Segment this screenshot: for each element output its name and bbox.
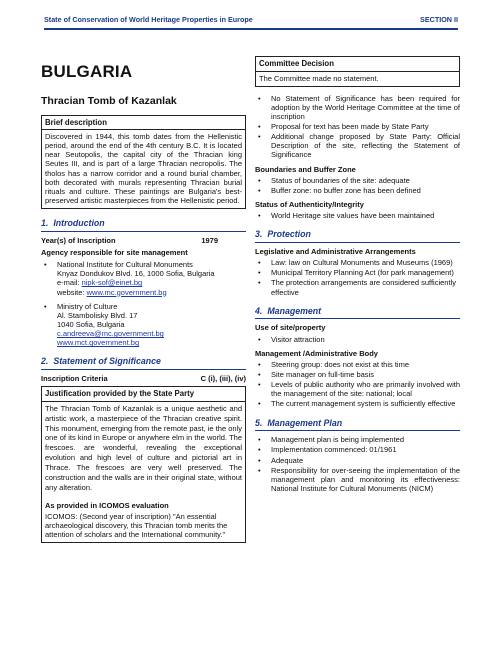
agency-list: [41, 260, 246, 347]
criteria-label: Inscription Criteria: [41, 374, 108, 384]
list-item: • Status of boundaries of the site: adequate: [255, 176, 460, 185]
agency-address: Knyaz Dondukov Blvd. 16, 1000 Sofia, Bulgaria: [57, 269, 215, 279]
agency-website-link[interactable]: www.mct.government.bg: [57, 338, 140, 348]
list-item: • The protection arrangements are considered sufficiently effective: [255, 278, 460, 296]
icomos-heading: As provided in ICOMOS evaluation: [45, 500, 169, 510]
admin-list: [255, 360, 460, 409]
left-column: [41, 56, 246, 543]
header-section: SECTION II: [420, 15, 458, 24]
list-item: • Proposal for text has been made by State Party: [255, 122, 460, 131]
list-item: • The current management system is sufficiently effective: [255, 399, 460, 408]
list-item: • Management plan is being implemented: [255, 435, 460, 444]
web-prefix: website:: [57, 287, 87, 297]
list-item: • Adequate: [255, 456, 460, 465]
authenticity-heading: Status of Authenticity/Integrity: [255, 200, 364, 210]
agency-email-line: [57, 278, 246, 287]
list-item: • No Statement of Significance has been required for adoption by the World Heritage Committee at the time of inscription: [255, 94, 460, 121]
right-column: [255, 56, 460, 494]
section-number: 5.: [255, 417, 263, 428]
agency-email-link[interactable]: c.andreeva@mc.government.bg: [57, 329, 164, 339]
justification-text: The Thracian Tomb of Kazanlak is a unique aesthetic and artistic work, a masterpiece of the Thracian creative spirit. This monument, emerging from the remote past, ie the only one of its kind in Europe or anywhere elm in the world. The frescoes. are wonderful, revealing the exceptional evolution and high level of culture and pictorial art in Thrace. The frescoes are very well preserved. The construction and the walls are in their original state, without any alteration.: [45, 403, 242, 492]
agency-item: [41, 260, 246, 297]
agency-city: 1040 Sofia, Bulgaria: [57, 320, 125, 329]
section-number: 2.: [41, 356, 49, 367]
email-prefix: e-mail:: [57, 278, 82, 288]
brief-description-box: [41, 115, 246, 210]
section-title: Management: [267, 305, 322, 316]
list-item: • Municipal Territory Planning Act (for park management): [255, 268, 460, 277]
site-title: Thracian Tomb of Kazanlak: [41, 94, 177, 107]
section-number: 4.: [255, 305, 263, 316]
list-item: • Levels of public authority who are primarily involved with the management of the site: national; local: [255, 380, 460, 398]
agency-website-link[interactable]: www.mc.government.bg: [86, 287, 167, 297]
plan-list: [255, 435, 460, 493]
agency-email-link[interactable]: nipk-sof@einet.bg: [81, 278, 143, 288]
list-item: • Visitor attraction: [255, 335, 460, 344]
authenticity-list: [255, 211, 460, 220]
brief-description-heading: Brief description: [42, 116, 245, 131]
list-item: • Buffer zone: no buffer zone has been defined: [255, 186, 460, 195]
committee-decision-heading: Committee Decision: [256, 57, 459, 72]
statement-list: [255, 94, 460, 160]
criteria-row: [41, 374, 246, 383]
header-title: State of Conservation of World Heritage Properties in Europe: [44, 15, 253, 24]
section-number: 1.: [41, 218, 49, 229]
use-heading: Use of site/property: [255, 323, 326, 333]
use-list: [255, 335, 460, 344]
section-protection: [255, 229, 460, 243]
agency-name: • National Institute for Cultural Monuments: [57, 260, 193, 270]
agency-web-line: [57, 288, 246, 297]
list-item: • Additional change proposed by State Party: Official Description of the site, reflecting the Statement of Significance: [255, 132, 460, 159]
boundaries-list: [255, 176, 460, 195]
agency-label: Agency responsible for site management: [41, 248, 188, 258]
committee-decision-text: The Committee made no statement.: [259, 73, 379, 83]
list-item: • Site manager on full-time basis: [255, 370, 460, 379]
section-title: Management Plan: [267, 417, 343, 428]
section-title: Introduction: [53, 218, 105, 229]
inscription-year-value: 1979: [201, 235, 218, 245]
page-header: [44, 14, 458, 30]
list-item: • Steering group: does not exist at this time: [255, 360, 460, 369]
agency-address: Al. Stambolisky Blvd. 17: [57, 310, 138, 320]
agency-item: [41, 302, 246, 348]
admin-heading: Management /Administrative Body: [255, 348, 378, 358]
icomos-text: ICOMOS: (Second year of inscription) "An essential archaeological discovery, this Thracian tomb merits the attention of scholars and the International community.": [45, 511, 228, 540]
section-title: Protection: [267, 229, 311, 240]
section-significance: [41, 356, 246, 370]
section-management-plan: [255, 418, 460, 432]
protection-list: [255, 258, 460, 297]
section-title: Statement of Significance: [53, 356, 161, 367]
committee-decision-box: [255, 56, 460, 87]
list-item: • Law: law on Cultural Monuments and Museums (1969): [255, 258, 460, 267]
list-item: • World Heritage site values have been maintained: [255, 211, 460, 220]
inscription-year-label: Year(s) of Inscription: [41, 235, 116, 245]
inscription-year-row: [41, 236, 246, 245]
agency-name: • Ministry of Culture: [57, 301, 118, 311]
justification-box: [41, 386, 246, 543]
brief-description-text: Discovered in 1944, this tomb dates from the Hellenistic period, around the end of the 4th century B.C. It is located near Seutopolis, the capital city of the Thracian king Seutes III, and is part of a large Thracian necropolis. The tholos has a narrow corridor and a round burial chamber, both decorated with murals representing Thracian burial rituals and culture. These paintings are Bulgaria's best-preserved artistic masterpieces from the Hellenistic period.: [45, 132, 242, 206]
section-management: [255, 306, 460, 320]
list-item: • Implementation commenced: 01/1961: [255, 445, 460, 454]
list-item: • Responsibility for over-seeing the implementation of the management plan and monitoring its effectiveness: National Institute for Cultural Monuments (NICM): [255, 466, 460, 493]
section-introduction: [41, 218, 246, 232]
justification-heading: Justification provided by the State Party: [42, 387, 245, 402]
criteria-value: C (i), (iii), (iv): [200, 374, 246, 384]
protection-subheading: Legislative and Administrative Arrangements: [255, 247, 416, 257]
country-title: BULGARIA: [41, 62, 133, 81]
section-number: 3.: [255, 229, 263, 240]
boundaries-heading: Boundaries and Buffer Zone: [255, 164, 356, 174]
